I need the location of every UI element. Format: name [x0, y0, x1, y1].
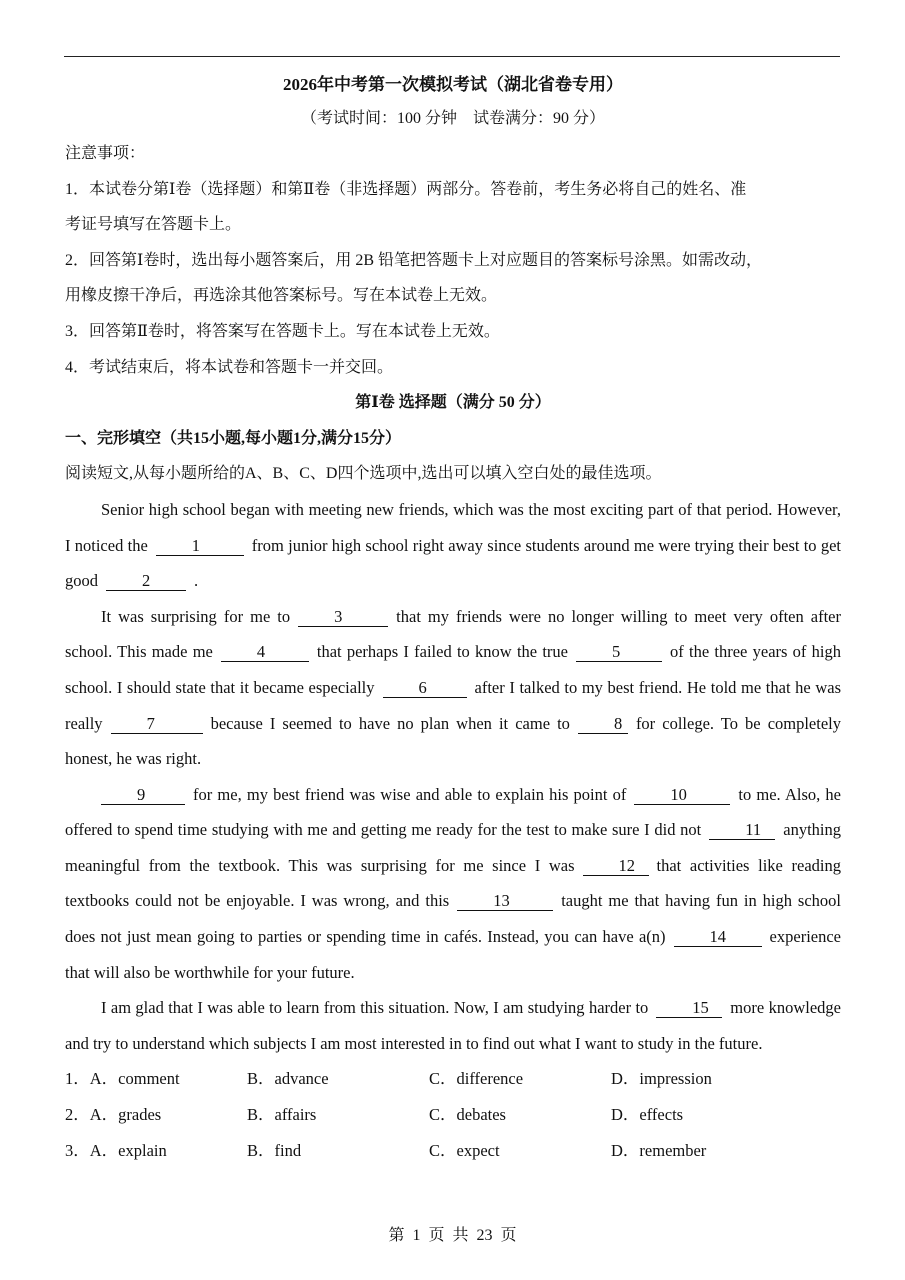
passage-text: that activities like reading textbooks could not be enjoyable. I was wrong, and this — [65, 855, 841, 911]
option-a: 1．A．comment — [65, 1069, 180, 1089]
passage-text: Senior high school began with meeting new friends, which was the most exciting part of that period. However, I noticed the — [65, 499, 841, 555]
blank-3: 3 — [298, 608, 388, 627]
notice-heading: 注意事项： — [65, 145, 146, 162]
blank-6: 6 — [383, 679, 467, 698]
option-d: D．impression — [611, 1069, 712, 1089]
option-c: C．debates — [429, 1105, 506, 1125]
notice-item-1b: 考证号填写在答题卡上。 — [65, 216, 242, 234]
passage-text: experience that will also be worthwhile for your future. — [65, 927, 841, 982]
passage-paragraph-2 — [65, 599, 841, 777]
blank-4: 4 — [221, 643, 309, 662]
part-instruction: 阅读短文,从每小题所给的A、B、C、D四个选项中,选出可以填入空白处的最佳选项。 — [65, 465, 662, 483]
option-a: 2．A．grades — [65, 1105, 162, 1125]
passage-text: that my friends were no longer willing to meet very often after school. This made me — [65, 606, 841, 662]
passage-paragraph-1 — [65, 492, 841, 599]
blank-8: 8 — [578, 715, 628, 734]
options-list — [65, 1061, 841, 1168]
blank-15: 15 — [656, 999, 722, 1018]
passage-text: anything meaningful from the textbook. This was surprising for me since I was — [65, 820, 841, 875]
blank-7: 7 — [111, 715, 203, 734]
passage-text: from junior high school right away since students around me were trying their best to get good — [65, 535, 841, 591]
option-d: D．effects — [611, 1105, 684, 1125]
exam-subtitle: （考试时间：100 分钟 试卷满分：90 分） — [300, 110, 605, 127]
passage-paragraph-3 — [65, 777, 841, 991]
exam-title: 2026年中考第一次模拟考试（湖北省卷专用） — [283, 75, 623, 94]
option-b: B．find — [247, 1140, 302, 1160]
blank-14: 14 — [674, 928, 762, 947]
blank-12: 12 — [583, 857, 649, 876]
passage-text: to me. Also, he offered to spend time studying with me and getting me ready for the test to make sure I did not — [65, 784, 841, 840]
option-d: D．remember — [611, 1140, 707, 1160]
notice-item-4: 4．考试结束后，将本试卷和答题卡一并交回。 — [65, 358, 394, 376]
passage-text: It was surprising for me to — [101, 606, 291, 626]
passage-text: of the three years of high school. I should state that it became especially — [65, 642, 842, 697]
blank-11: 11 — [709, 821, 775, 840]
option-b: B．affairs — [247, 1105, 317, 1125]
blank-1: 1 — [156, 537, 244, 556]
passage-text: I am glad that I was able to learn from this situation. Now, I am studying harder to — [101, 998, 649, 1018]
option-row-1 — [65, 1061, 841, 1097]
passage-text: . — [194, 571, 199, 591]
exam-page — [65, 68, 841, 1168]
passage-text: more knowledge and try to understand which subjects I am most interested in to find out what I want to study in the future. — [65, 998, 841, 1053]
top-rule — [64, 56, 840, 57]
notice-item-1a: 1．本试卷分第Ⅰ卷（选择题）和第Ⅱ卷（非选择题）两部分。答卷前，考生务必将自己的姓名、准 — [65, 180, 747, 198]
part-title: 一、完形填空（共15小题,每小题1分,满分15分） — [65, 429, 402, 447]
passage-text: for me, my best friend was wise and able to explain his point of — [193, 784, 627, 804]
blank-2: 2 — [106, 572, 186, 591]
option-b: B．advance — [247, 1069, 329, 1089]
notice-item-2b: 用橡皮擦干净后，再选涂其他答案标号。写在本试卷上无效。 — [65, 287, 498, 305]
page-footer: 第 1 页 共 23 页 — [388, 1227, 517, 1244]
option-c: C．difference — [429, 1069, 524, 1089]
section-title: 第Ⅰ卷 选择题（满分 50 分） — [355, 394, 551, 412]
option-row-2 — [65, 1097, 841, 1133]
option-a: 3．A．explain — [65, 1140, 167, 1160]
blank-13: 13 — [457, 892, 553, 911]
blank-9: 9 — [101, 786, 185, 805]
passage-text: for college. To be completely honest, he was right. — [65, 713, 841, 769]
passage-text: after I talked to my best friend. He told me that he was really — [65, 677, 841, 733]
notice-item-2a: 2．回答第Ⅰ卷时，选出每小题答案后，用 2B 铅笔把答题卡上对应题目的答案标号涂黑。如需改动， — [65, 251, 762, 269]
blank-10: 10 — [634, 786, 730, 805]
passage — [65, 492, 841, 1062]
option-row-3 — [65, 1133, 841, 1169]
blank-5: 5 — [576, 643, 662, 662]
option-c: C．expect — [429, 1140, 500, 1160]
passage-text: taught me that having fun in high school does not just mean going to parties or spending time in cafés. Instead, you can have a(n) — [65, 891, 841, 947]
passage-text: because I seemed to have no plan when it came to — [210, 713, 570, 733]
passage-text: that perhaps I failed to know the true — [316, 642, 569, 662]
notice-item-3: 3．回答第Ⅱ卷时，将答案写在答题卡上。写在本试卷上无效。 — [65, 322, 500, 340]
passage-paragraph-4 — [65, 990, 841, 1061]
